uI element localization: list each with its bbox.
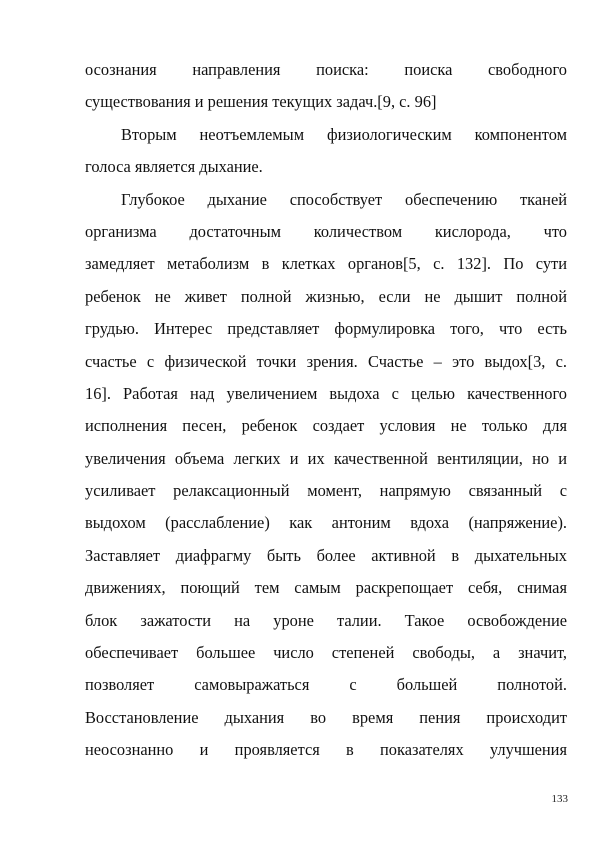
text-line: ребенок не живет полной жизнью, если не дышит полной: [85, 286, 567, 306]
text-line: замедляет метаболизм в клетках органов[5, с. 132]. По сути: [85, 254, 567, 274]
text-line: выдохом (расслабление) как антоним вдоха (напряжение).: [85, 513, 567, 533]
text-line: исполнения песен, ребенок создает условия не только для: [85, 416, 567, 436]
text-line: Глубокое дыхание способствует обеспечению тканей: [121, 189, 567, 209]
text-line: увеличения объема легких и их качественной вентиляции, но и: [85, 448, 567, 468]
text-line: неосознанно и проявляется в показателях улучшения: [85, 740, 567, 760]
text-line: позволяет самовыражаться с большей полнотой.: [85, 675, 567, 695]
body-text: [85, 54, 567, 767]
text-line: голоса является дыхание.: [85, 157, 263, 177]
text-line: блок зажатости на уроне талии. Такое освобождение: [85, 610, 567, 630]
text-line: 16]. Работая над увеличением выдоха с целью качественного: [85, 383, 567, 403]
text-line: обеспечивает большее число степеней свободы, а значит,: [85, 643, 567, 663]
text-line: осознания направления поиска: поиска свободного: [85, 60, 567, 79]
text-line: движениях, поющий тем самым раскрепощает себя, снимая: [85, 578, 567, 598]
text-line: счастье с физической точки зрения. Счастье – это выдох[3, с.: [85, 351, 567, 371]
text-line: существования и решения текущих задач.[9, с. 96]: [85, 92, 437, 112]
page-number: 133: [551, 793, 568, 805]
text-line: организма достаточным количеством кислорода, что: [85, 221, 567, 241]
text-line: Восстановление дыхания во время пения происходит: [85, 707, 567, 727]
text-line: усиливает релаксационный момент, напрямую связанный с: [85, 481, 567, 501]
text-line: грудью. Интерес представляет формулировка того, что есть: [85, 319, 567, 339]
text-line: Заставляет диафрагму быть более активной в дыхательных: [85, 545, 567, 565]
text-line: Вторым неотъемлемым физиологическим компонентом: [121, 124, 567, 144]
